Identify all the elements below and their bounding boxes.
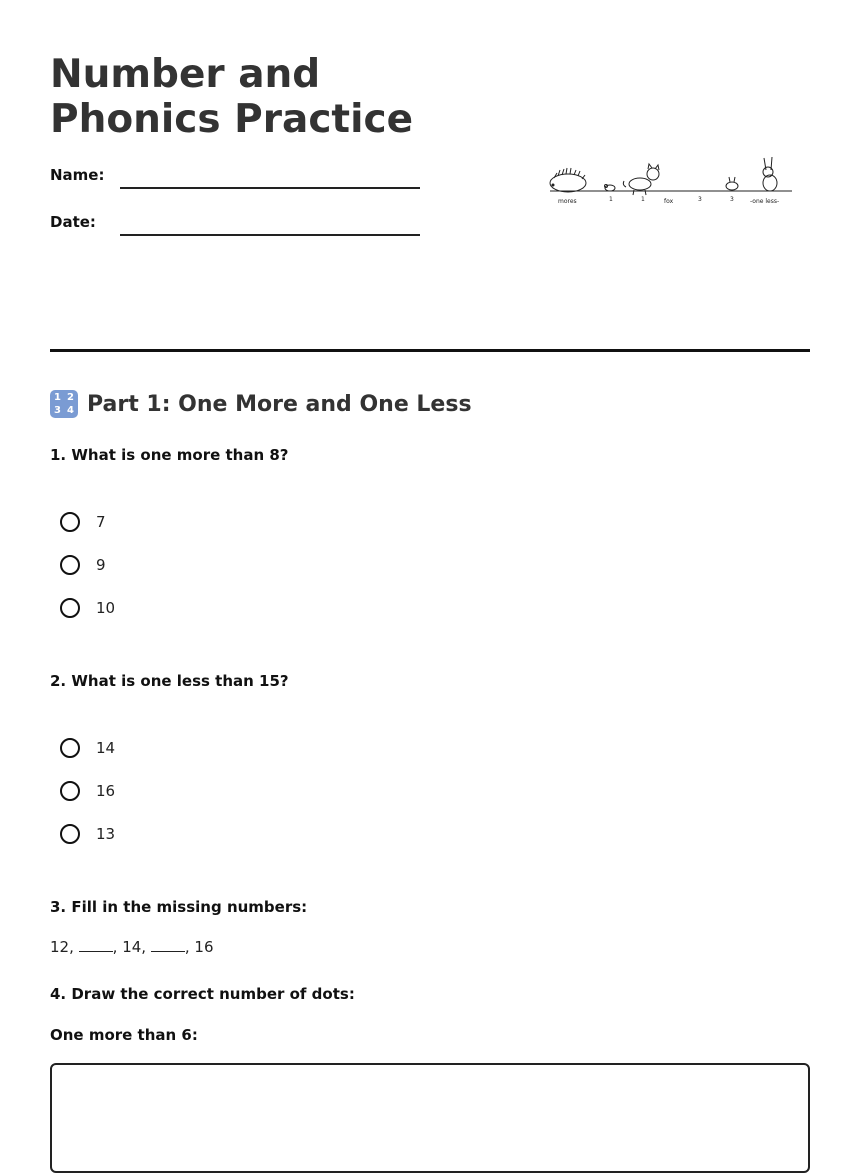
option-label: 9 [96,556,106,574]
date-label: Date: [50,213,96,231]
drawing-area[interactable] [50,1063,810,1173]
question-1: 1. What is one more than 8? [50,446,289,464]
q1-option-10[interactable] [60,598,115,618]
rabbit-icon [763,157,777,191]
number-line-label: mores [558,198,577,205]
number-line-label: 1 [641,196,645,203]
number-line-label: 1 [609,196,613,203]
option-label: 13 [96,825,116,843]
number-line-label: -one less- [750,198,780,205]
numbers-keycap-icon: 1 2 3 4 [50,390,78,418]
blank-input[interactable] [151,939,185,952]
missing-numbers-sequence: 12, , 14, , 16 [50,938,214,956]
radio-button[interactable] [60,738,80,758]
number-line-label: 3 [730,196,734,203]
option-label: 14 [96,739,116,757]
option-label: 16 [96,782,116,800]
part1-title: Part 1: One More and One Less [87,391,472,417]
section-divider [50,349,810,352]
mouse-icon [605,185,616,192]
question-4: 4. Draw the correct number of dots: [50,985,355,1003]
animal-number-line-illustration [540,150,800,210]
q1-option-7[interactable] [60,512,106,532]
hedgehog-icon [550,168,586,192]
radio-button[interactable] [60,598,80,618]
number-line-label: 3 [698,196,702,203]
number-line-label: fox [664,198,674,205]
name-field[interactable] [120,187,420,189]
cat-icon [623,164,659,195]
q2-option-16[interactable] [60,781,115,801]
small-rabbit-icon [726,177,738,190]
blank-input[interactable] [79,939,113,952]
name-label: Name: [50,166,105,184]
q2-option-13[interactable] [60,824,115,844]
q2-option-14[interactable] [60,738,115,758]
question-2: 2. What is one less than 15? [50,672,289,690]
page-title: Number and Phonics Practice [50,52,414,142]
radio-button[interactable] [60,555,80,575]
q1-option-9[interactable] [60,555,106,575]
option-label: 10 [96,599,116,617]
radio-button[interactable] [60,512,80,532]
date-field[interactable] [120,234,420,236]
option-label: 7 [96,513,106,531]
radio-button[interactable] [60,781,80,801]
part1-heading [50,388,472,420]
question-3: 3. Fill in the missing numbers: [50,898,308,916]
question-4-subprompt: One more than 6: [50,1026,198,1044]
radio-button[interactable] [60,824,80,844]
